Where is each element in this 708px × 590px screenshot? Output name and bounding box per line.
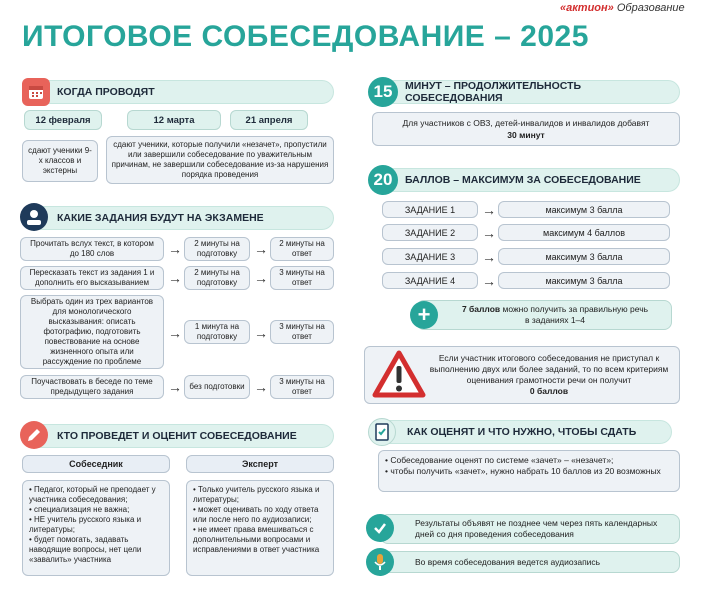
task-1-prep: 2 минуты на подготовку bbox=[184, 237, 250, 261]
task-2: Пересказать текст из задания 1 и дополнить его высказыванием bbox=[20, 266, 164, 290]
list-item: • не имеет права вмешиваться с дополнительными вопросами и исправлениями в ответ участника bbox=[193, 525, 320, 554]
audio-text: Во время собеседования ведется аудиозапись bbox=[415, 556, 601, 567]
list-item: • специализация не важна; bbox=[29, 505, 130, 514]
student-icon bbox=[20, 203, 48, 231]
task-2-prep: 2 минуты на подготовку bbox=[184, 266, 250, 290]
arrow-right-icon: → bbox=[254, 325, 268, 341]
duration-note bbox=[372, 112, 680, 146]
task-1: Прочитать вслух текст, в котором до 180 слов bbox=[20, 237, 164, 261]
arrow-right-icon: → bbox=[168, 325, 182, 341]
arrow-right-icon: → bbox=[482, 249, 496, 265]
duration-number: 15 bbox=[368, 77, 398, 107]
warning-text: Если участник итогового собеседования не приступал к выполнению двух или более заданий, то по всем критериям оценивания грамотности речи он получит bbox=[429, 353, 669, 385]
section-duration-heading bbox=[370, 80, 680, 104]
list-item: • Собеседование оценят по системе «зачет» – «незачет»; bbox=[385, 455, 614, 465]
points-number: 20 bbox=[368, 165, 398, 195]
list-item: • может оценивать по ходу ответа или после него по аудиозаписи; bbox=[193, 505, 319, 524]
task-2-answer: 3 минуты на ответ bbox=[270, 266, 334, 290]
warning-bold: 0 баллов bbox=[529, 386, 569, 396]
plus-icon: + bbox=[410, 301, 438, 329]
arrow-right-icon: → bbox=[168, 379, 182, 395]
duration-bold: 30 минут bbox=[507, 130, 545, 140]
document-check-icon bbox=[368, 418, 396, 446]
pass-list bbox=[378, 450, 680, 492]
section-who-label: КТО ПРОВЕДЕТ И ОЦЕНИТ СОБЕСЕДОВАНИЕ bbox=[57, 430, 297, 442]
points-task-4: ЗАДАНИЕ 4 bbox=[382, 272, 478, 289]
task-4: Поучаствовать в беседе по теме предыдущего задания bbox=[20, 375, 164, 399]
who-regular: сдают ученики 9-х классов и экстерны bbox=[22, 140, 98, 182]
points-max-3: максимум 3 балла bbox=[498, 248, 670, 265]
arrow-right-icon: → bbox=[482, 273, 496, 289]
arrow-right-icon: → bbox=[168, 241, 182, 257]
list-item: • Педагог, который не преподает у участника собеседования; bbox=[29, 485, 156, 504]
arrow-right-icon: → bbox=[482, 202, 496, 218]
expert-title: Эксперт bbox=[186, 455, 334, 473]
bonus-line-2: в заданиях 1–4 bbox=[524, 315, 586, 325]
points-max-4: максимум 3 балла bbox=[498, 272, 670, 289]
date-apr: 21 апреля bbox=[230, 110, 308, 130]
calendar-icon bbox=[22, 78, 50, 106]
interviewer-title: Собеседник bbox=[22, 455, 170, 473]
brand-subtitle: Образование bbox=[616, 2, 685, 14]
task-4-answer: 3 минуты на ответ bbox=[270, 375, 334, 399]
section-points-label: БАЛЛОВ – МАКСИМУМ ЗА СОБЕСЕДОВАНИЕ bbox=[405, 174, 641, 186]
task-4-prep: без подготовки bbox=[184, 375, 250, 399]
audio-note bbox=[380, 551, 680, 573]
arrow-right-icon: → bbox=[254, 379, 268, 395]
brand-name: «актион» bbox=[560, 2, 614, 14]
list-item: • чтобы получить «зачет», нужно набрать 10 баллов из 20 возможных bbox=[385, 466, 661, 476]
bonus-line-1 bbox=[462, 304, 648, 315]
section-tasks-heading bbox=[22, 206, 334, 230]
duration-text: Для участников с ОВЗ, детей-инвалидов и инвалидов добавят bbox=[402, 118, 650, 128]
bonus-points bbox=[416, 300, 672, 330]
who-retake: сдают ученики, которые получили «незачет», пропустили или завершили собеседование по уважительным причинам, не завершили собеседование из-за нарушения порядка проведения bbox=[106, 136, 334, 184]
points-max-1: максимум 3 балла bbox=[498, 201, 670, 218]
task-3-answer: 3 минуты на ответ bbox=[270, 320, 334, 344]
expert-list bbox=[186, 480, 334, 576]
interviewer-list bbox=[22, 480, 170, 576]
task-1-answer: 2 минуты на ответ bbox=[270, 237, 334, 261]
bonus-text: можно получить за правильную речь bbox=[502, 304, 649, 314]
task-3-prep: 1 минута на подготовку bbox=[184, 320, 250, 344]
list-item: • НЕ учитель русского языка и литературы; bbox=[29, 515, 142, 534]
points-task-3: ЗАДАНИЕ 3 bbox=[382, 248, 478, 265]
brand-logo bbox=[560, 2, 685, 14]
task-3: Выбрать один из трех вариантов для монологического высказывания: описать фотографию, подготовить повествование на основе жизненного опыта или рассуждение по проблеме bbox=[20, 295, 164, 369]
section-tasks-label: КАКИЕ ЗАДАНИЯ БУДУТ НА ЭКЗАМЕНЕ bbox=[57, 212, 264, 224]
arrow-right-icon: → bbox=[168, 270, 182, 286]
section-pass-label: КАК ОЦЕНЯТ И ЧТО НУЖНО, ЧТОБЫ СДАТЬ bbox=[407, 426, 637, 438]
section-who-heading bbox=[22, 424, 334, 448]
section-when-heading bbox=[22, 80, 334, 104]
arrow-right-icon: → bbox=[254, 241, 268, 257]
list-item: • Только учитель русского языка и литературы; bbox=[193, 485, 320, 504]
points-task-2: ЗАДАНИЕ 2 bbox=[382, 224, 478, 241]
section-pass-heading bbox=[372, 420, 672, 444]
pencil-icon bbox=[20, 421, 48, 449]
arrow-right-icon: → bbox=[254, 270, 268, 286]
results-text: Результаты объявят не позднее чем через пять календарных дней со дня проведения собеседования bbox=[415, 518, 658, 539]
page-title: ИТОГОВОЕ СОБЕСЕДОВАНИЕ – 2025 bbox=[22, 20, 589, 53]
arrow-right-icon: → bbox=[482, 225, 496, 241]
points-max-2: максимум 4 баллов bbox=[498, 224, 670, 241]
checkmark-icon bbox=[366, 514, 394, 542]
bonus-bold: 7 баллов bbox=[461, 304, 501, 314]
section-points-heading bbox=[370, 168, 680, 192]
section-when-label: КОГДА ПРОВОДЯТ bbox=[57, 86, 155, 98]
microphone-icon bbox=[366, 548, 394, 576]
list-item: • будет помогать, задавать наводящие вопросы, нет цели «завалить» участника bbox=[29, 535, 142, 564]
results-note bbox=[380, 514, 680, 544]
points-task-1: ЗАДАНИЕ 1 bbox=[382, 201, 478, 218]
date-feb: 12 февраля bbox=[24, 110, 102, 130]
warning-icon bbox=[372, 350, 426, 403]
section-duration-label: МИНУТ – ПРОДОЛЖИТЕЛЬНОСТЬ СОБЕСЕДОВАНИЯ bbox=[405, 80, 582, 104]
date-mar: 12 марта bbox=[127, 110, 221, 130]
